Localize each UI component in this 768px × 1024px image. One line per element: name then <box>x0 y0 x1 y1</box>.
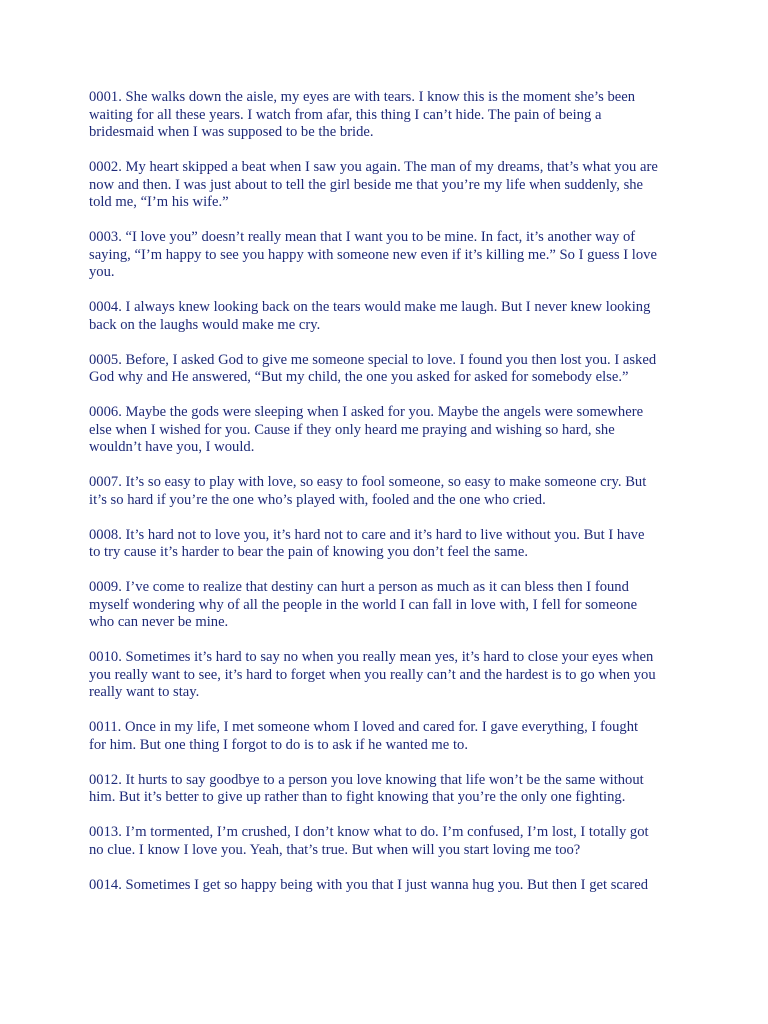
paragraph <box>89 474 689 509</box>
text-line: 0006. Maybe the gods were sleeping when I asked for you. Maybe the angels were somewhere <box>89 404 644 420</box>
text-line: 0007. It’s so easy to play with love, so easy to fool someone, so easy to make someone cry. But <box>89 474 647 490</box>
text-line: 0009. I’ve come to realize that destiny can hurt a person as much as it can bless then I found <box>89 579 629 595</box>
text-line: saying, “I’m happy to see you happy with someone new even if it’s killing me.” So I guess I love <box>89 246 657 263</box>
text-line: 0003. “I love you” doesn’t really mean that I want you to be mine. In fact, it’s another way of <box>89 229 636 245</box>
paragraph <box>89 404 689 457</box>
text-line: 0014. Sometimes I get so happy being with you that I just wanna hug you. But then I get scared <box>89 876 649 893</box>
text-line: 0010. Sometimes it’s hard to say no when you really mean yes, it’s hard to close your eyes when <box>89 649 654 665</box>
text-line: 0008. It’s hard not to love you, it’s hard not to care and it’s hard to live without you. But I have <box>89 526 645 543</box>
paragraph <box>89 299 689 334</box>
text-line: you really want to see, it’s hard to forget when you really can’t and the hardest is to go when you <box>89 666 656 683</box>
text-line: him. But it’s better to give up rather than to fight knowing that you’re the only one fighting. <box>89 789 626 805</box>
paragraph <box>89 89 689 142</box>
text-line: bridesmaid when I was supposed to be the bride. <box>89 124 374 140</box>
text-line: for him. But one thing I forgot to do is to ask if he wanted me to. <box>89 736 468 753</box>
paragraph <box>89 649 689 702</box>
text-line: 0012. It hurts to say goodbye to a person you love knowing that life won’t be the same without <box>89 771 644 788</box>
text-line: 0002. My heart skipped a beat when I saw you again. The man of my dreams, that’s what you are <box>89 159 658 175</box>
paragraph <box>89 579 689 632</box>
text-line: no clue. I know I love you. Yeah, that’s true. But when will you start loving me too? <box>89 841 581 858</box>
paragraph <box>89 877 689 895</box>
text-line: 0011. Once in my life, I met someone whom I loved and cared for. I gave everything, I fought <box>89 719 639 735</box>
paragraph <box>89 159 689 212</box>
text-line: waiting for all these years. I watch from afar, this thing I can’t hide. The pain of being a <box>89 106 602 123</box>
text-line: 0005. Before, I asked God to give me someone special to love. I found you then lost you. I asked <box>89 351 657 368</box>
text-line: 0004. I always knew looking back on the tears would make me laugh. But I never knew looking <box>89 299 651 315</box>
text-line: really want to stay. <box>89 684 200 700</box>
paragraph <box>89 229 689 282</box>
text-line: 0001. She walks down the aisle, my eyes are with tears. I know this is the moment she’s been <box>89 89 636 105</box>
text-line: told me, “I’m his wife.” <box>89 194 229 210</box>
paragraph <box>89 352 689 387</box>
paragraph <box>89 772 689 807</box>
paragraph <box>89 719 689 754</box>
text-line: who can never be mine. <box>89 614 229 630</box>
text-line: else when I wished for you. Cause if they only heard me praying and wishing so hard, she <box>89 421 615 438</box>
document-body <box>89 89 689 912</box>
text-line: back on the laughs would make me cry. <box>89 316 321 333</box>
text-line: now and then. I was just about to tell the girl beside me that you’re my life when suddenly, she <box>89 176 644 193</box>
paragraph <box>89 527 689 562</box>
text-line: 0013. I’m tormented, I’m crushed, I don’t know what to do. I’m confused, I’m lost, I totally got <box>89 824 649 840</box>
text-line: God why and He answered, “But my child, the one you asked for asked for somebody else.” <box>89 369 629 385</box>
text-line: myself wondering why of all the people in the world I can fall in love with, I fell for someone <box>89 596 638 613</box>
text-line: to try cause it’s harder to bear the pain of knowing you don’t feel the same. <box>89 544 528 560</box>
text-line: it’s so hard if you’re the one who’s played with, fooled and the one who cried. <box>89 491 546 508</box>
text-line: you. <box>89 264 115 280</box>
text-line: wouldn’t have you, I would. <box>89 439 255 455</box>
paragraph <box>89 824 689 859</box>
